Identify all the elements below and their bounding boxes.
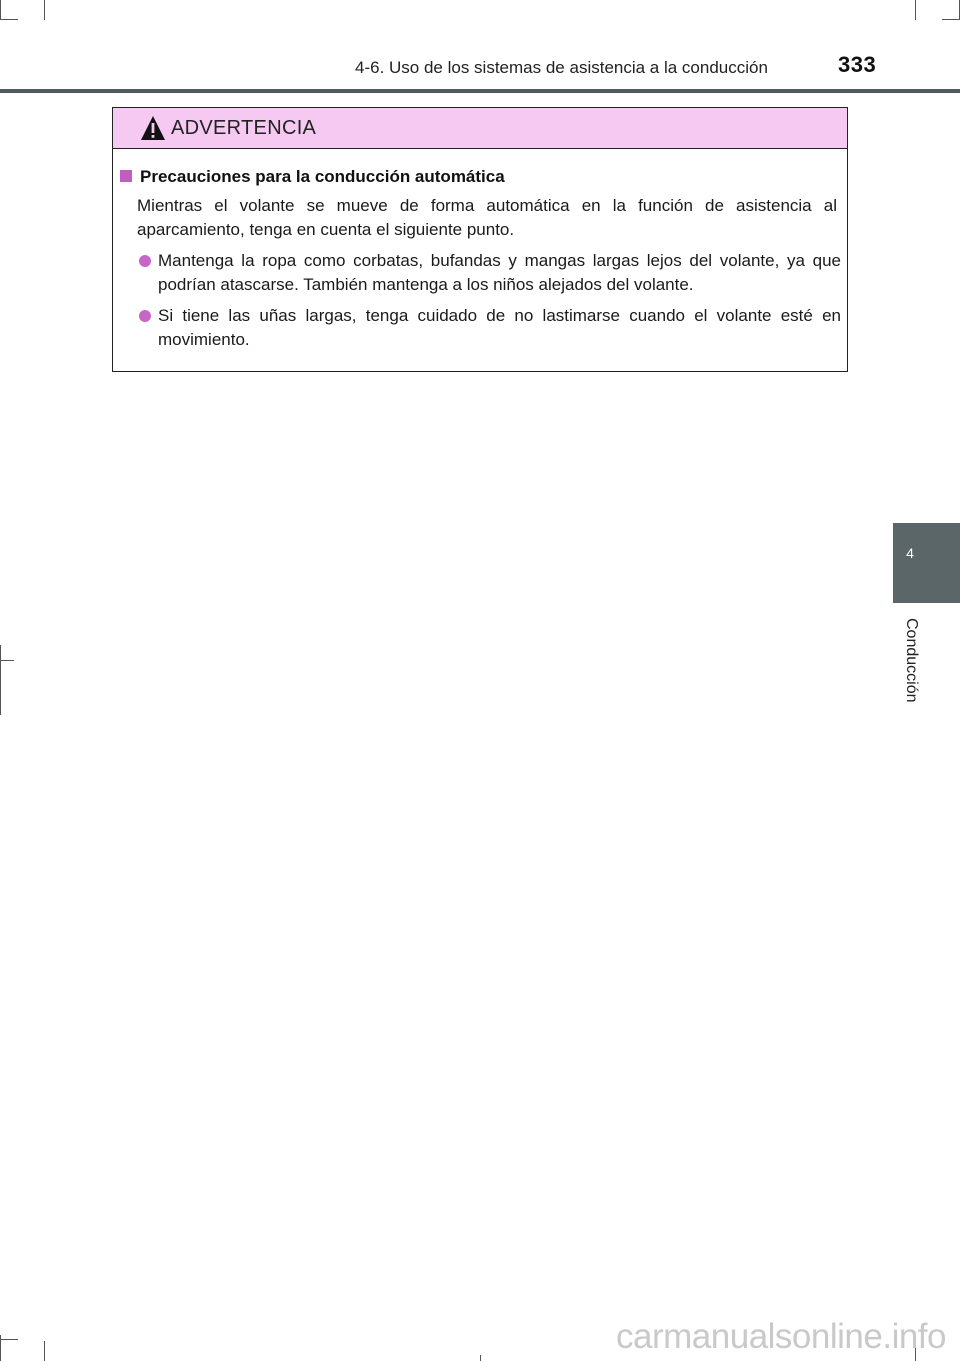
square-bullet-icon [120,170,132,182]
warning-title: ADVERTENCIA [171,117,317,139]
bullet-dot-icon [139,255,151,267]
watermark: carmanualsonline.info [616,1317,946,1356]
section-title: 4-6. Uso de los sistemas de asistencia a la conducción [355,58,768,77]
crop-mark [480,1355,481,1361]
heading-text: Precauciones para la conducción automática [140,167,505,186]
chapter-tab [893,523,960,603]
warning-triangle-icon [140,115,166,141]
warning-box [112,107,848,372]
chapter-number: 4 [906,545,914,561]
bullet-dot-icon [139,310,151,322]
page-number: 333 [838,52,877,77]
chapter-label: Conducción [903,618,920,703]
crop-mark [0,660,14,661]
crop-mark [0,645,1,715]
crop-mark [915,0,916,20]
list-item [137,249,841,297]
list-item-text: Mantenga la ropa como corbatas, bufandas y mangas largas lejos del volante, ya que podrían atascarse. También mantenga a los niños alejados del volante. [158,251,841,294]
crop-mark [0,1339,18,1340]
intro-paragraph: Mientras el volante se mueve de forma automática en la función de asistencia al aparcamiento, tenga en cuenta el siguiente punto. [137,196,837,239]
list-item-text: Si tiene las uñas largas, tenga cuidado de no lastimarse cuando el volante esté en movimiento. [158,306,841,349]
list-item [137,304,841,352]
crop-mark [0,19,18,20]
crop-mark [0,0,1,20]
section-heading [120,167,505,187]
header-rule [0,89,960,93]
crop-mark [44,0,45,20]
crop-mark [942,19,960,20]
crop-mark [44,1341,45,1361]
warning-header [113,108,847,149]
